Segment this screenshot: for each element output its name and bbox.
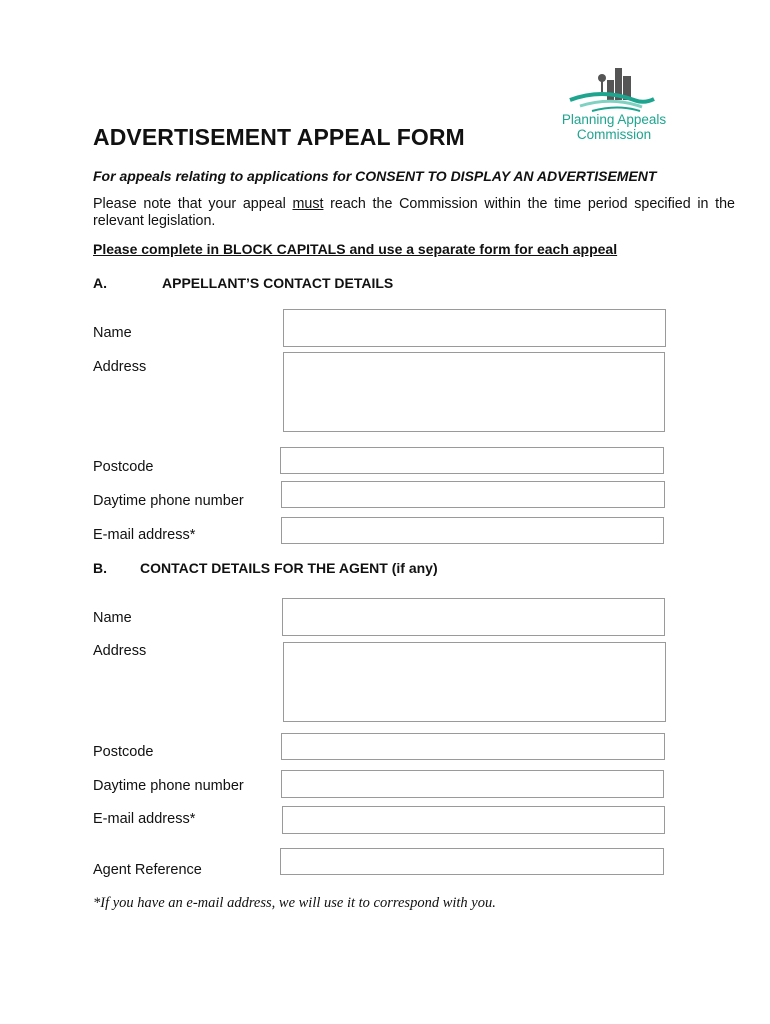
appellant-email-input[interactable] — [281, 517, 664, 544]
logo-line-2: Commission — [576, 127, 652, 142]
form-title: ADVERTISEMENT APPEAL FORM — [93, 124, 465, 150]
appellant-phone-input[interactable] — [281, 481, 665, 508]
agent-reference-input[interactable] — [280, 848, 664, 875]
planning-appeals-commission-logo — [552, 66, 676, 146]
appellant-postcode-input[interactable] — [280, 447, 664, 474]
appellant-address-input[interactable] — [283, 352, 665, 432]
appellant-email-label: E-mail address* — [93, 527, 196, 543]
agent-address-input[interactable] — [283, 642, 666, 722]
appellant-phone-label: Daytime phone number — [93, 493, 244, 509]
logo-text — [552, 112, 676, 142]
agent-phone-input[interactable] — [281, 770, 664, 798]
note-emphasis: must — [292, 196, 324, 212]
section-b-heading: CONTACT DETAILS FOR THE AGENT (if any) — [140, 560, 438, 576]
appellant-name-input[interactable] — [283, 309, 666, 347]
section-a-letter: A. — [93, 275, 107, 291]
note-text-before: Please note that your appeal — [93, 196, 293, 212]
form-subtitle: For appeals relating to applications for CONSENT TO DISPLAY AN ADVERTISEMENT — [93, 168, 657, 184]
appellant-address-label: Address — [93, 359, 147, 375]
block-capitals-instruction: Please complete in BLOCK CAPITALS and use a separate form for each appeal — [93, 241, 618, 257]
agent-name-label: Name — [93, 610, 132, 626]
agent-address-label: Address — [93, 643, 147, 659]
agent-email-label: E-mail address* — [93, 811, 196, 827]
section-b-letter: B. — [93, 560, 107, 576]
agent-postcode-input[interactable] — [281, 733, 665, 760]
section-a-heading: APPELLANT’S CONTACT DETAILS — [162, 275, 394, 291]
appellant-postcode-label: Postcode — [93, 459, 154, 475]
email-footnote: *If you have an e-mail address, we will use it to correspond with you. — [93, 895, 496, 911]
agent-name-input[interactable] — [282, 598, 665, 636]
appellant-name-label: Name — [93, 325, 132, 341]
logo-line-1: Planning Appeals — [561, 112, 667, 127]
city-waves-icon — [552, 66, 676, 112]
agent-postcode-label: Postcode — [93, 744, 154, 760]
agent-email-input[interactable] — [282, 806, 665, 834]
agent-reference-label: Agent Reference — [93, 862, 202, 878]
deadline-note — [93, 196, 735, 229]
agent-phone-label: Daytime phone number — [93, 778, 244, 794]
note-text-after: reach the Commission within the time period specified in the relevant legislation. — [93, 196, 735, 229]
